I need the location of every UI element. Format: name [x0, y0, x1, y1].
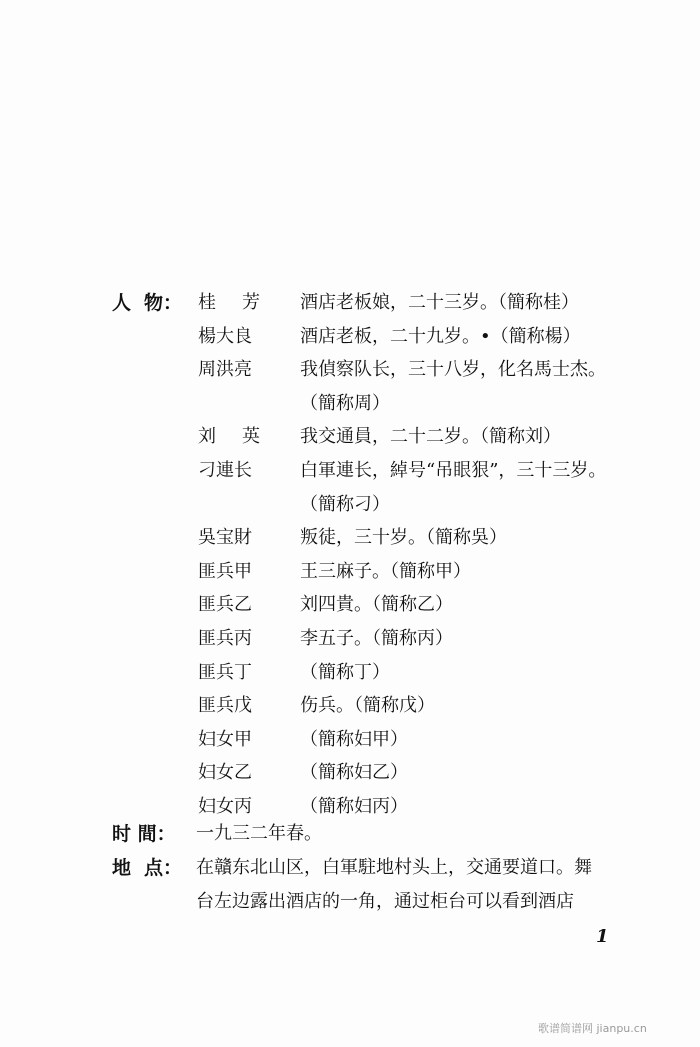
character-name: 妇女乙	[198, 762, 252, 783]
time-value: 一九三二年春。	[196, 823, 322, 844]
place-line: 台左边露出酒店的一角，通过柜台可以看到酒店	[196, 891, 574, 912]
characters-label	[112, 288, 182, 315]
character-description: 白軍連长，綽号“吊眼狠”，三十三岁。	[300, 460, 607, 481]
character-name: 楊大良	[198, 326, 252, 347]
character-name	[198, 422, 260, 448]
character-name: 妇女丙	[198, 796, 252, 817]
character-description: 酒店老板娘，二十三岁。（簡称桂）	[300, 292, 579, 313]
character-description: 叛徒，三十岁。（簡称吳）	[300, 527, 507, 548]
character-description: （簡称丁）	[300, 662, 390, 683]
character-name: 吳宝財	[198, 527, 252, 548]
character-description: 伤兵。（簡称戊）	[300, 695, 435, 716]
character-description: 王三麻子。（簡称甲）	[300, 561, 471, 582]
character-name-char: 刘	[198, 426, 216, 447]
character-name-char: 英	[242, 426, 260, 447]
site-watermark: 歌谱简谱网 jianpu.cn	[538, 1022, 647, 1035]
character-name-char: 芳	[242, 292, 260, 313]
character-name: 妇女甲	[198, 729, 252, 750]
character-name: 匪兵丙	[198, 628, 252, 649]
character-name	[198, 288, 260, 314]
characters-label-part: 物：	[143, 292, 182, 314]
character-description: 李五子。（簡称丙）	[300, 628, 453, 649]
characters-label-part: 人	[112, 292, 132, 314]
character-description: （簡称妇丙）	[300, 796, 408, 817]
character-description: （簡称刁）	[300, 494, 390, 515]
character-name: 周洪亮	[198, 359, 252, 380]
character-name: 匪兵乙	[198, 594, 252, 615]
character-name: 匪兵丁	[198, 662, 252, 683]
character-description: 我交通員，二十二岁。（簡称刘）	[300, 426, 561, 447]
time-label: 时 間：	[112, 823, 176, 845]
place-label	[112, 853, 182, 880]
character-description: （簡称妇甲）	[300, 729, 408, 750]
page-number: 1	[596, 926, 609, 947]
place-line: 在贛东北山区，白軍駐地村头上，交通要道口。舞	[196, 857, 592, 878]
character-name: 匪兵甲	[198, 561, 252, 582]
character-description: 我偵察队长，三十八岁，化名馬士杰。	[300, 359, 606, 380]
character-name: 刁連长	[198, 460, 252, 481]
character-description: 刘四貴。（簡称乙）	[300, 594, 453, 615]
place-label-part: 点：	[143, 857, 182, 879]
character-description: （簡称周）	[300, 393, 390, 414]
place-label-part: 地	[112, 857, 132, 879]
character-description: （簡称妇乙）	[300, 762, 408, 783]
character-description: 酒店老板，二十九岁。•（簡称楊）	[300, 326, 581, 347]
character-name: 匪兵戊	[198, 695, 252, 716]
character-name-char: 桂	[198, 292, 216, 313]
